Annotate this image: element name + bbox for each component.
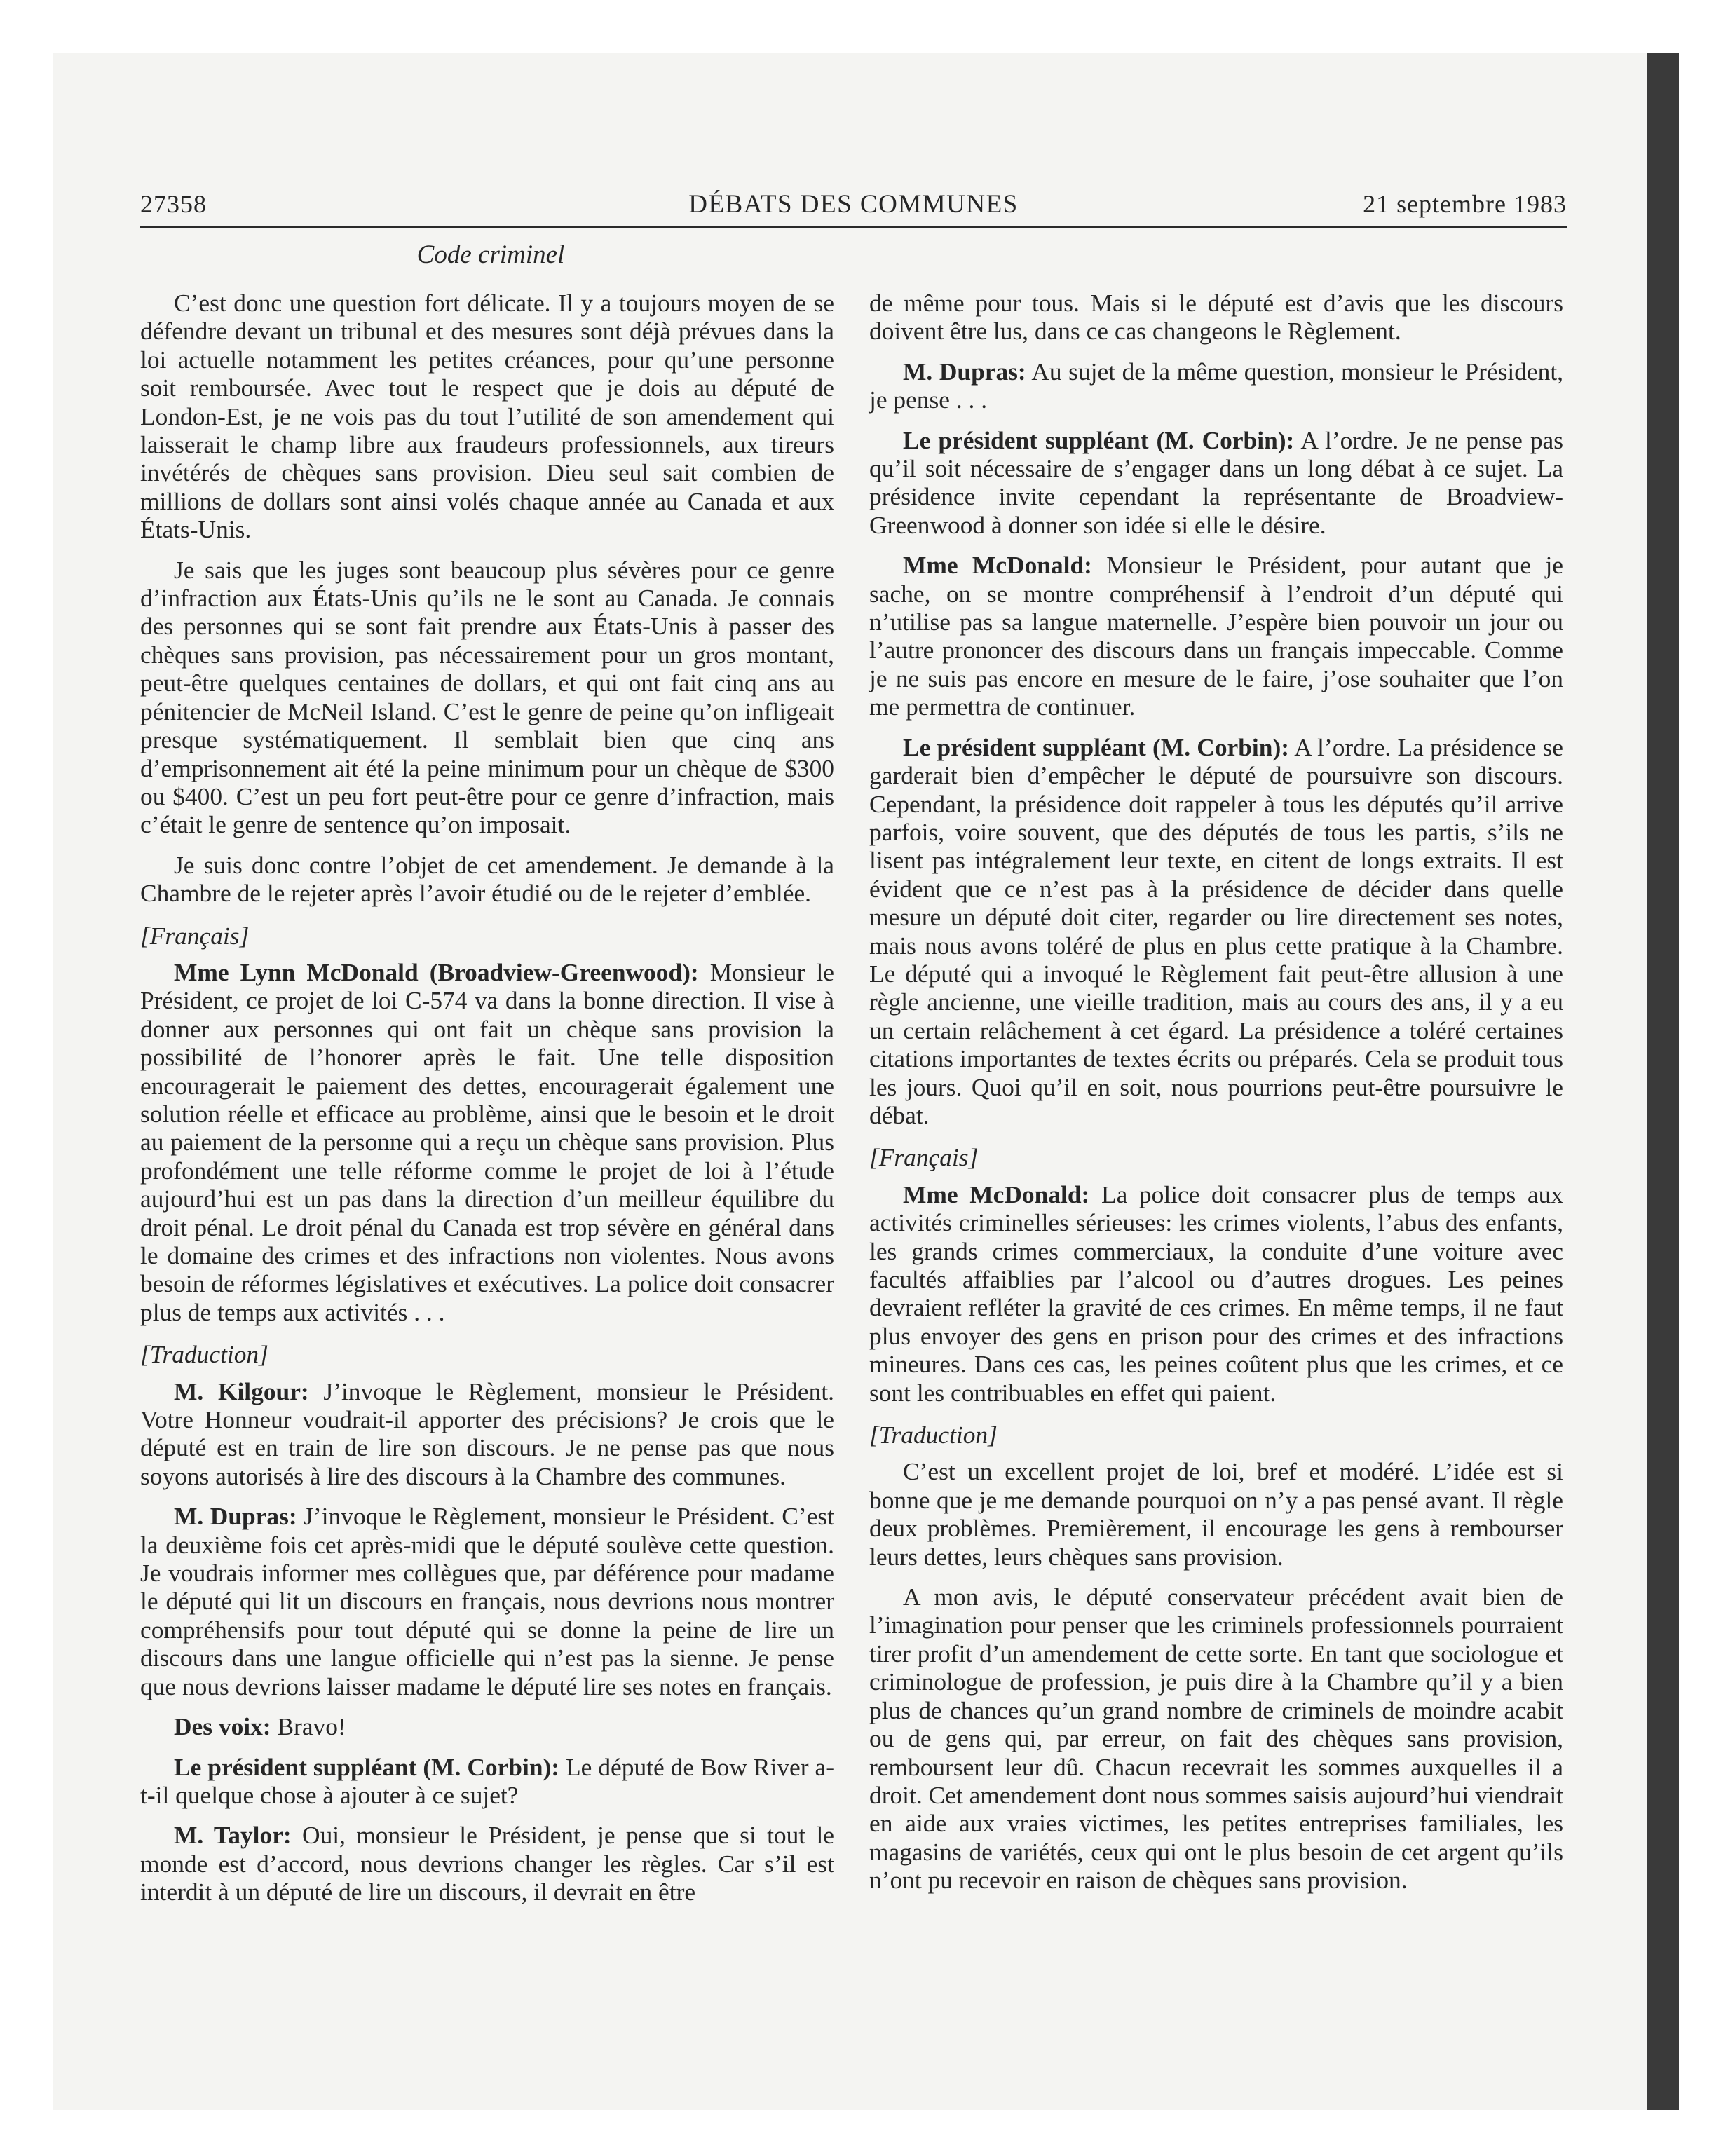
- speech-text: Bravo!: [271, 1712, 346, 1741]
- speech-paragraph: [140, 958, 834, 1326]
- speech-paragraph: [869, 426, 1563, 540]
- left-column: [140, 289, 834, 1918]
- speech-paragraph: [869, 357, 1563, 414]
- speech-text: A l’ordre. Je ne pense pas qu’il soit nécessaire de s’engager dans un long débat à ce sujet. La présidence invite cependant la représentante de Broadview-Greenwood à donner son idée si elle le désire.: [869, 425, 1563, 539]
- speech-text: J’invoque le Règlement, monsieur le Président. Votre Honneur voudrait-il apporter des précisions? Je crois que le député est en train de lire son discours. Je ne pense pas que nous soyons autorisés à lire des discours à la Chambre des communes.: [140, 1377, 834, 1490]
- speech-text: La police doit consacrer plus de temps aux activités criminelles sérieuses: les crimes violents, l’abus des enfants, les grands crimes commerciaux, la conduite d’une voiture avec facultés affaiblies par l’alcool ou d’autres drogues. Les peines devraient refléter la gravité de ces crimes. En même temps, il ne faut plus envoyer des gens en prison pour des crimes et des infractions mineures. Dans ces cas, les peines coûtent plus que les crimes, et ce sont les contribuables en effet qui paient.: [869, 1180, 1563, 1407]
- speech-text: Monsieur le Président, pour autant que je sache, on se montre compréhensif à l’endroit d’un député qui n’utilise pas sa langue maternelle. J’espère bien pouvoir un jour ou l’autre prononcer des discours dans un français impeccable. Comme je ne suis pas encore en mesure de le faire, j’ose souhaiter que l’on me permettra de continuer.: [869, 551, 1564, 721]
- language-marker: [Traduction]: [140, 1340, 268, 1369]
- speech-paragraph: [140, 1502, 834, 1700]
- speaker-name: Mme Lynn McDonald (Broadview-Greenwood):: [174, 957, 699, 986]
- speaker-name: M. Dupras:: [174, 1502, 297, 1531]
- speaker-name: M. Kilgour:: [174, 1377, 309, 1405]
- journal-title: DÉBATS DES COMMUNES: [688, 190, 1019, 219]
- sitting-date: 21 septembre 1983: [1363, 190, 1567, 218]
- speaker-name: Mme McDonald:: [903, 1180, 1090, 1208]
- speech-paragraph: [140, 1753, 834, 1810]
- speech-paragraph: [869, 733, 1563, 1130]
- speaker-name: M. Dupras:: [903, 357, 1026, 386]
- speech-text: Le député de Bow River a-t-il quelque chose à ajouter à ce sujet?: [140, 1752, 834, 1809]
- speech-paragraph: [869, 551, 1563, 721]
- paragraph: A mon avis, le député conservateur précédent avait bien de l’imagination pour penser que les criminels professionnels pourraient tirer profit d’un amendement de cette sorte. En tant que sociologue et criminologue de profession, je puis dire à la Chambre qu’il y a bien plus de chances qu’un grand nombre de criminels de moindre acabit ou de gens qui, par erreur, on fait des chèques sans provision, remboursent leur dû. Chacun recevrait les sommes auxquelles il a droit. Cet amendement dont nous sommes saisis aujourd’hui viendrait en aide aux vraies victimes, les petites entreprises familiales, les magasins de variétés, ceux qui ont le plus besoin de cet argent qu’ils n’ont pu recevoir en raison de chèques sans provision.: [869, 1583, 1563, 1895]
- speaker-name: Des voix:: [174, 1712, 271, 1741]
- speaker-name: Le président suppléant (M. Corbin):: [903, 425, 1295, 454]
- language-marker: [Français]: [140, 921, 250, 950]
- speech-text: Oui, monsieur le Président, je pense que si tout le monde est d’accord, nous devrions changer les règles. Car s’il est interdit à un député de lire un discours, il devrait en être: [140, 1821, 834, 1906]
- speech-text: Au sujet de la même question, monsieur le Président, je pense . . .: [869, 357, 1564, 414]
- scan-edge-shadow: [1647, 53, 1679, 2110]
- paragraph: Je sais que les juges sont beaucoup plus sévères pour ce genre d’infraction aux États-Unis qu’ils ne le sont au Canada. Je connais des personnes qui se sont fait prendre aux États-Unis à passer des chèques sans provision, pas nécessairement pour un gros montant, peut-être quelques centaines de dollars, et qui ont fait cinq ans au pénitencier de McNeil Island. C’est le genre de peine qu’on infligeait presque systématiquement. Il semblait bien que cinq ans d’emprisonnement ait été la peine minimum pour un chèque de $300 ou $400. C’est un peu fort peut-être pour ce genre d’infraction, mais c’était le genre de sentence qu’on imposait.: [140, 555, 834, 839]
- speaker-name: Le président suppléant (M. Corbin):: [903, 732, 1290, 761]
- speaker-name: Mme McDonald:: [903, 551, 1092, 580]
- paragraph: de même pour tous. Mais si le député est d’avis que les discours doivent être lus, dans ce cas changeons le Règlement.: [869, 289, 1563, 346]
- language-marker: [Français]: [869, 1143, 979, 1172]
- speech-text: J’invoque le Règlement, monsieur le Président. C’est la deuxième fois cet après-midi que le député soulève cette question. Je voudrais informer mes collègues que, par déférence pour madame le député qui lit un discours en français, nous devrions nous montrer compréhensifs pour tout député qui se donne la peine de lire un discours dans une langue officielle qui n’est pas la sienne. Je pense que nous devrions laisser madame le député lire ses notes en français.: [140, 1502, 835, 1700]
- page-header: [140, 189, 1567, 231]
- paragraph: Je suis donc contre l’objet de cet amendement. Je demande à la Chambre de le rejeter après l’avoir étudié ou de le rejeter d’emblée.: [140, 850, 834, 908]
- speaker-name: M. Taylor:: [174, 1821, 292, 1850]
- speech-paragraph: [140, 1821, 834, 1906]
- speech-text: A l’ordre. La présidence se garderait bien d’empêcher le député de poursuivre son discours. Cependant, la présidence doit rappeler à tous les députés qu’il arrive parfois, voire souvent, que des députés de tous les partis, s’ils ne lisent pas intégralement leur texte, en citent de longs extraits. Il est évident que ce n’est pas à la présidence de décider dans quelle mesure un député doit citer, regarder ou lire directement ses notes, mais nous avons toléré de plus en plus cette pratique à la Chambre. Le député qui a invoqué le Règlement fait peut-être allusion à une règle ancienne, une vieille tradition, mais au cours des ans, il y a eu un certain relâchement à cet égard. La présidence a toléré certaines citations importantes de textes écrits ou préparés. Cela se produit tous les jours. Quoi qu’il en soit, nous pourrions peut-être poursuivre le débat.: [869, 732, 1564, 1129]
- speech-text: Monsieur le Président, ce projet de loi C-574 va dans la bonne direction. Il vise à donner aux personnes qui ont fait un chèque sans provision la possibilité de l’honorer après le fait. Une telle disposition encouragerait le paiement des dettes, encouragerait également une solution réelle et efficace au problème, ainsi que le besoin et le droit au paiement de la personne qui a reçu un chèque sans provision. Plus profondément une telle réforme comme le projet de loi à l’étude aujourd’hui est un pas dans la direction d’un meilleur équilibre du droit pénal. Le droit pénal du Canada est trop sévère en général dans le domaine des crimes et des infractions non violentes. Nous avons besoin de réformes législatives et exécutives. La police doit consacrer plus de temps aux activités . . .: [140, 957, 835, 1326]
- paragraph: C’est un excellent projet de loi, bref et modéré. L’idée est si bonne que je me demande pourquoi on n’y a pas pensé avant. Il règle deux problèmes. Premièrement, il encourage les gens à rembourser leurs dettes, leurs chèques sans provision.: [869, 1457, 1563, 1571]
- section-title: Code criminel: [416, 240, 565, 269]
- paragraph: C’est donc une question fort délicate. Il y a toujours moyen de se défendre devant un tribunal et des mesures sont déjà prévues dans la loi actuelle notamment les petites créances, pour qu’une personne soit remboursée. Avec tout le respect que je dois au député de London-Est, je ne vois pas du tout l’utilité de son amendement qui laisserait le champ libre aux fraudeurs professionnels, aux tireurs invétérés de chèques sans provision. Dieu seul sait combien de millions de dollars sont ainsi volés chaque année au Canada et aux États-Unis.: [140, 289, 834, 544]
- page-number: 27358: [140, 190, 207, 218]
- speaker-name: Le président suppléant (M. Corbin):: [174, 1752, 560, 1781]
- language-marker: [Traduction]: [869, 1421, 998, 1449]
- right-column: [869, 289, 1563, 1906]
- speech-paragraph: [140, 1377, 834, 1491]
- header-rule: [140, 226, 1567, 228]
- speech-paragraph: [140, 1712, 834, 1740]
- speech-paragraph: [869, 1180, 1563, 1407]
